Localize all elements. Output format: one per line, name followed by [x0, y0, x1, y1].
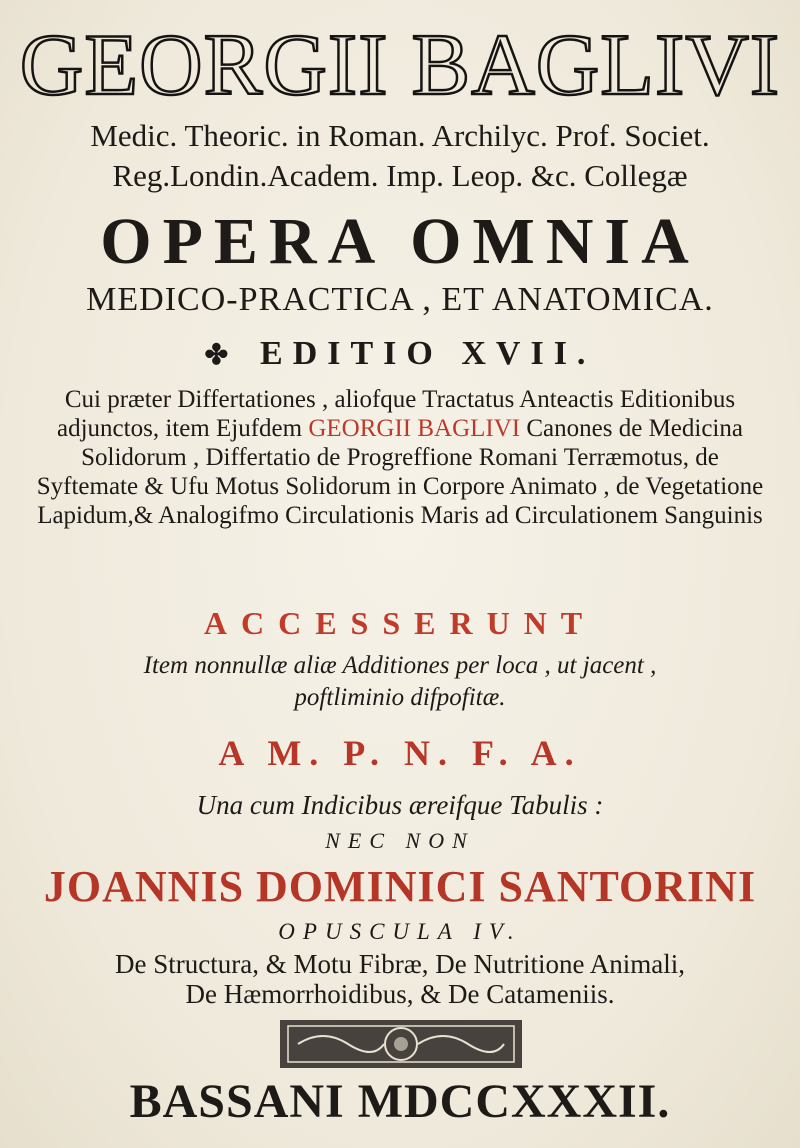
work-subtitle: MEDICO-PRACTICA , ET ANATOMICA.	[86, 281, 714, 318]
topics-line-2: De Hæmorrhoidibus, & De Catameniis.	[185, 979, 615, 1009]
contents-author-name: GEORGII BAGLIVI	[308, 415, 521, 442]
additions-line-2: poftliminio difpofitæ.	[294, 684, 506, 711]
contents-text-2: Canones de Medicina Solidorum , Differtatio de Progreffione Romani Terræmotus, de Syftemate & Ufu Motus Solidorum in Corpore Animato , de Vegetatione Lapidum,& Analogifmo Circulationis Maris ad Circulationem Sanguinis	[36, 415, 764, 529]
accesserunt-heading: ACCESSERUNT	[203, 605, 597, 641]
author-name: GEORGII BAGLIVI	[19, 17, 781, 114]
author-titles-line-2: Reg.Londin.Academ. Imp. Leop. &c. Collegæ	[112, 158, 688, 193]
contents-paragraph	[30, 385, 770, 530]
opuscula-line: OPUSCULA IV.	[278, 919, 522, 944]
fleuron-icon: ✤	[204, 340, 239, 371]
nec-non-line: NEC NON	[325, 828, 475, 853]
indices-line: Una cum Indicibus æreifque Tabulis :	[196, 790, 604, 820]
printers-device-icon	[278, 1018, 524, 1070]
edition-text: EDITIO XVII.	[260, 335, 596, 372]
imprint: BASSANI MDCCXXXII.	[129, 1075, 671, 1128]
edition-statement	[0, 334, 800, 376]
contents-text-1: Cui præter Differtationes , aliofque Tractatus Anteactis Editionibus adjunctos, item Ejufdem	[57, 386, 736, 442]
santorini-name: JOANNIS DOMINICI SANTORINI	[43, 862, 757, 911]
author-titles-line-1: Medic. Theoric. in Roman. Archilyc. Prof. Societ.	[90, 118, 710, 153]
topics-line-1: De Structura, & Motu Fibræ, De Nutritione Animali,	[115, 949, 685, 979]
initials-line: A M. P. N. F. A.	[218, 733, 582, 773]
work-title: OPERA OMNIA	[100, 205, 700, 278]
additions-line-1: Item nonnullæ aliæ Additiones per loca , ut jacent ,	[143, 652, 657, 679]
